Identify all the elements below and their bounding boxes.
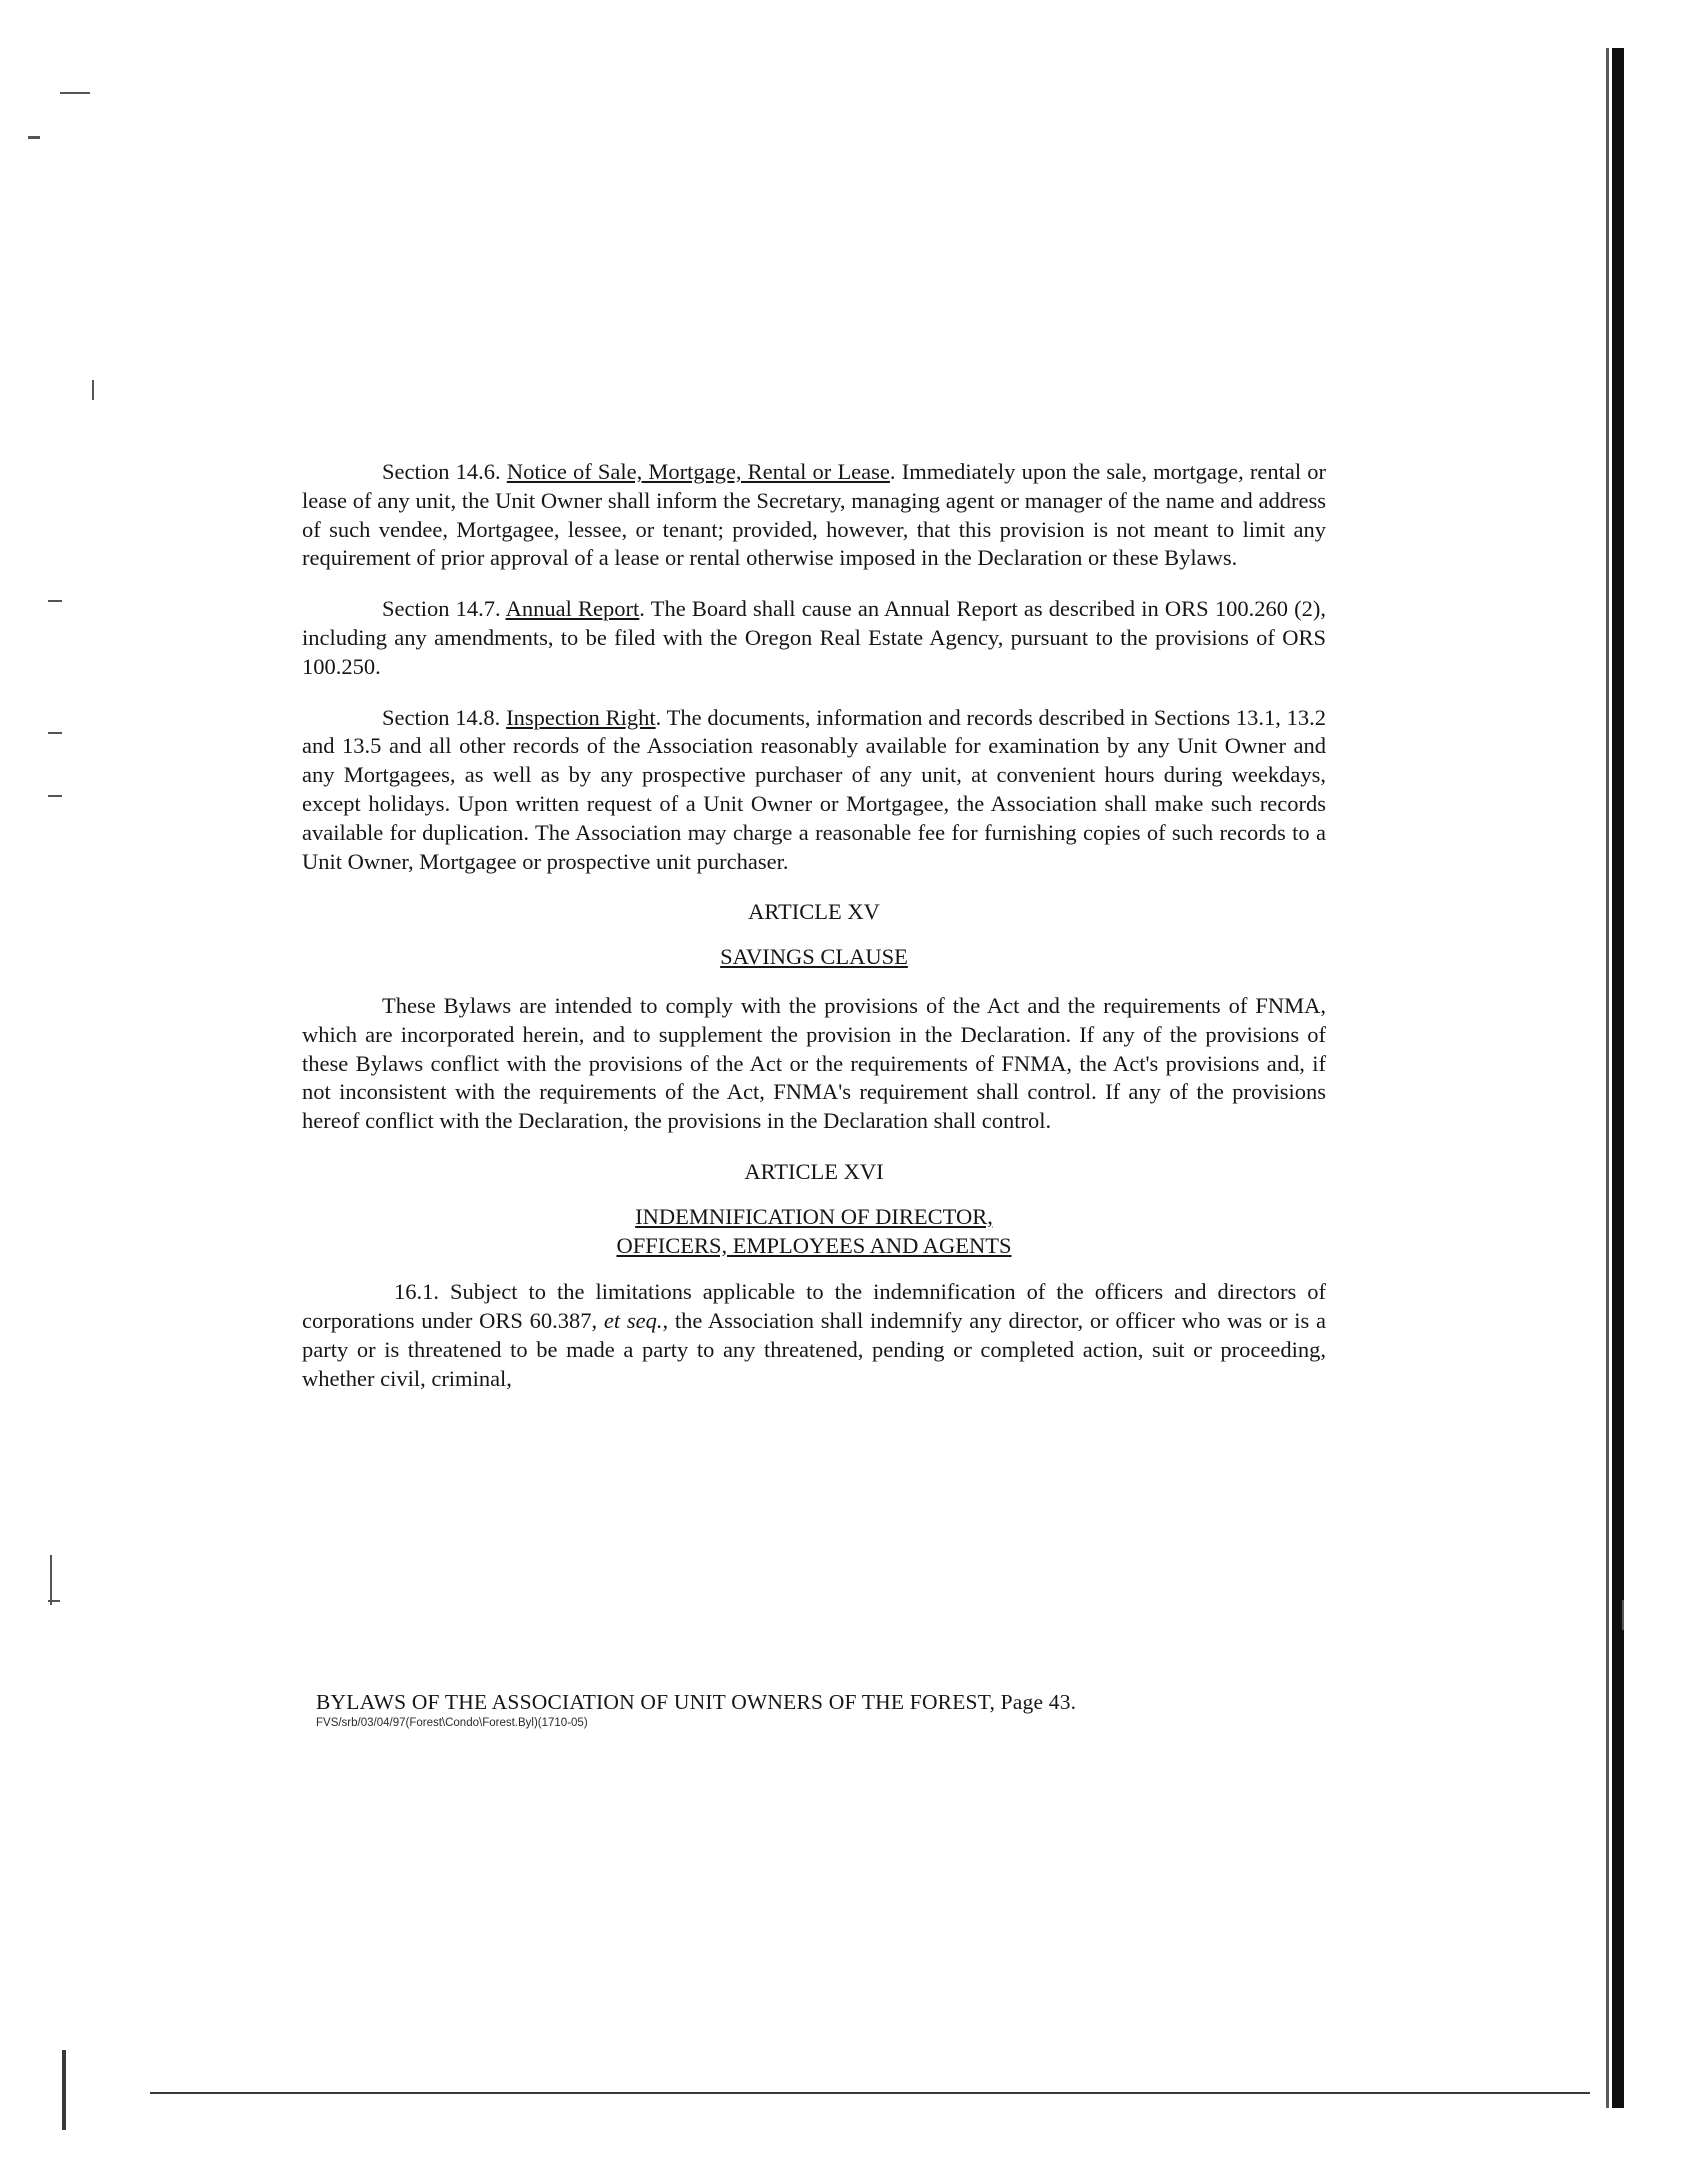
subsection-text-italic: et seq. xyxy=(603,1308,663,1334)
footer-title: BYLAWS OF THE ASSOCIATION OF UNIT OWNERS OF THE FOREST, Page 43. xyxy=(316,1690,1077,1714)
subsection-text-after: , the Association shall indemnify any director, or officer who was or is a party or is threatened to be made a party to any threatened, pending or completed action, suit or proceeding, whether civil, criminal, xyxy=(302,1308,1326,1391)
section-number: Section 14.7. xyxy=(382,596,501,622)
subsection-16-1 xyxy=(302,1278,1326,1393)
scan-left-mark xyxy=(62,2050,66,2130)
savings-clause-text: These Bylaws are intended to comply with the provisions of the Act and the requirements of FNMA, which are incorporated herein, and to supplement the provision in the Declaration. If any of the provisions of these Bylaws conflict with the provisions of the Act or the requirements of FNMA, the Act's provisions and, if not inconsistent with the requirements of the Act, FNMA's requirement shall control. If any of the provisions hereof conflict with the Declaration, the provisions in the Declaration shall control. xyxy=(302,992,1326,1134)
scan-edge-shadow xyxy=(1612,48,1624,2108)
section-title: Notice of Sale, Mortgage, Rental or Lease xyxy=(506,459,890,484)
scan-speck xyxy=(60,92,90,94)
section-title: Inspection Right xyxy=(506,704,656,730)
scan-speck xyxy=(1622,1600,1624,1630)
document-body xyxy=(302,458,1326,1416)
article-xv-title xyxy=(302,943,1326,972)
scan-edge-line xyxy=(1606,48,1609,2108)
scan-bottom-rule xyxy=(150,2092,1590,2094)
scan-speck xyxy=(48,795,62,797)
section-title: Annual Report xyxy=(505,596,640,622)
footer-code: FVS/srb/03/04/97(Forest\Condo\Forest.Byl)(1710-05) xyxy=(316,1717,588,1729)
scan-speck xyxy=(28,136,40,139)
article-xvi-title-line1: INDEMNIFICATION OF DIRECTOR, xyxy=(635,1203,993,1229)
page-footer xyxy=(316,1690,1316,1729)
scan-speck xyxy=(48,600,62,602)
article-xvi-title xyxy=(302,1203,1326,1261)
subsection-number: 16.1. xyxy=(394,1279,439,1305)
section-text: The documents, information and records described in Sections 13.1, 13.2 and 13.5 and all other records of the Association reasonably available for examination by any Unit Owner and any Mortgagees, as well as by any prospective purchaser of any unit, at convenient hours during weekdays, except holidays. Upon written request of a Unit Owner or Mortgagee, the Association shall make such records available for duplication. The Association may charge a reasonable fee for furnishing copies of such records to a Unit Owner, Mortgagee or prospective unit purchaser. xyxy=(302,704,1327,874)
article-xvi-title-line2: OFFICERS, EMPLOYEES AND AGENTS xyxy=(616,1232,1012,1258)
article-xv-heading: ARTICLE XV xyxy=(748,899,880,925)
section-number: Section 14.8. xyxy=(382,704,501,730)
section-14-8: Section 14.8. Inspection Right. The documents, information and records described in Sections 13.1, 13.2 and 13.5 and all other records of the Association reasonably available for examination by any Unit Owner and any Mortgagees, as well as by any prospective purchaser of any unit, at convenient hours during weekdays, except holidays. Upon written request of a Unit Owner or Mortgagee, the Association shall make such records available for duplication. The Association may charge a reasonable fee for furnishing copies of such records to a Unit Owner, Mortgagee or prospective unit purchaser. xyxy=(302,704,1327,874)
section-text: Immediately upon the sale, mortgage, rental or lease of any unit, the Unit Owner shall inform the Secretary, managing agent or manager of the name and address of such vendee, Mortgagee, lessee, or tenant; provided, however, that this provision is not meant to limit any requirement of prior approval of a lease or rental otherwise imposed in the Declaration or these Bylaws. xyxy=(302,459,1327,571)
article-xvi-heading: ARTICLE XVI xyxy=(744,1158,884,1184)
section-number: Section 14.6. xyxy=(382,459,501,484)
section-text: The Board shall cause an Annual Report as described in ORS 100.260 (2), including any amendments, to be filed with the Oregon Real Estate Agency, pursuant to the provisions of ORS 100.250. xyxy=(302,596,1327,679)
section-14-7: Section 14.7. Annual Report. The Board shall cause an Annual Report as described in ORS 100.260 (2), including any amendments, to be filed with the Oregon Real Estate Agency, pursuant to the provisions of ORS 100.250. xyxy=(302,596,1327,679)
scan-speck xyxy=(50,1555,52,1605)
scan-speck xyxy=(48,732,62,734)
scan-speck xyxy=(92,380,94,400)
section-14-6: Section 14.6. Notice of Sale, Mortgage, Rental or Lease. Immediately upon the sale, mortgage, rental or lease of any unit, the Unit Owner shall inform the Secretary, managing agent or manager of the name and address of such vendee, Mortgagee, lessee, or tenant; provided, however, that this provision is not meant to limit any requirement of prior approval of a lease or rental otherwise imposed in the Declaration or these Bylaws. xyxy=(302,459,1327,571)
subsection-text-before: Subject to the limitations applicable to the indemnification of the officers and directors of corporations under ORS 60.387, xyxy=(302,1279,1327,1334)
article-xv-title-text: SAVINGS CLAUSE xyxy=(720,944,908,970)
